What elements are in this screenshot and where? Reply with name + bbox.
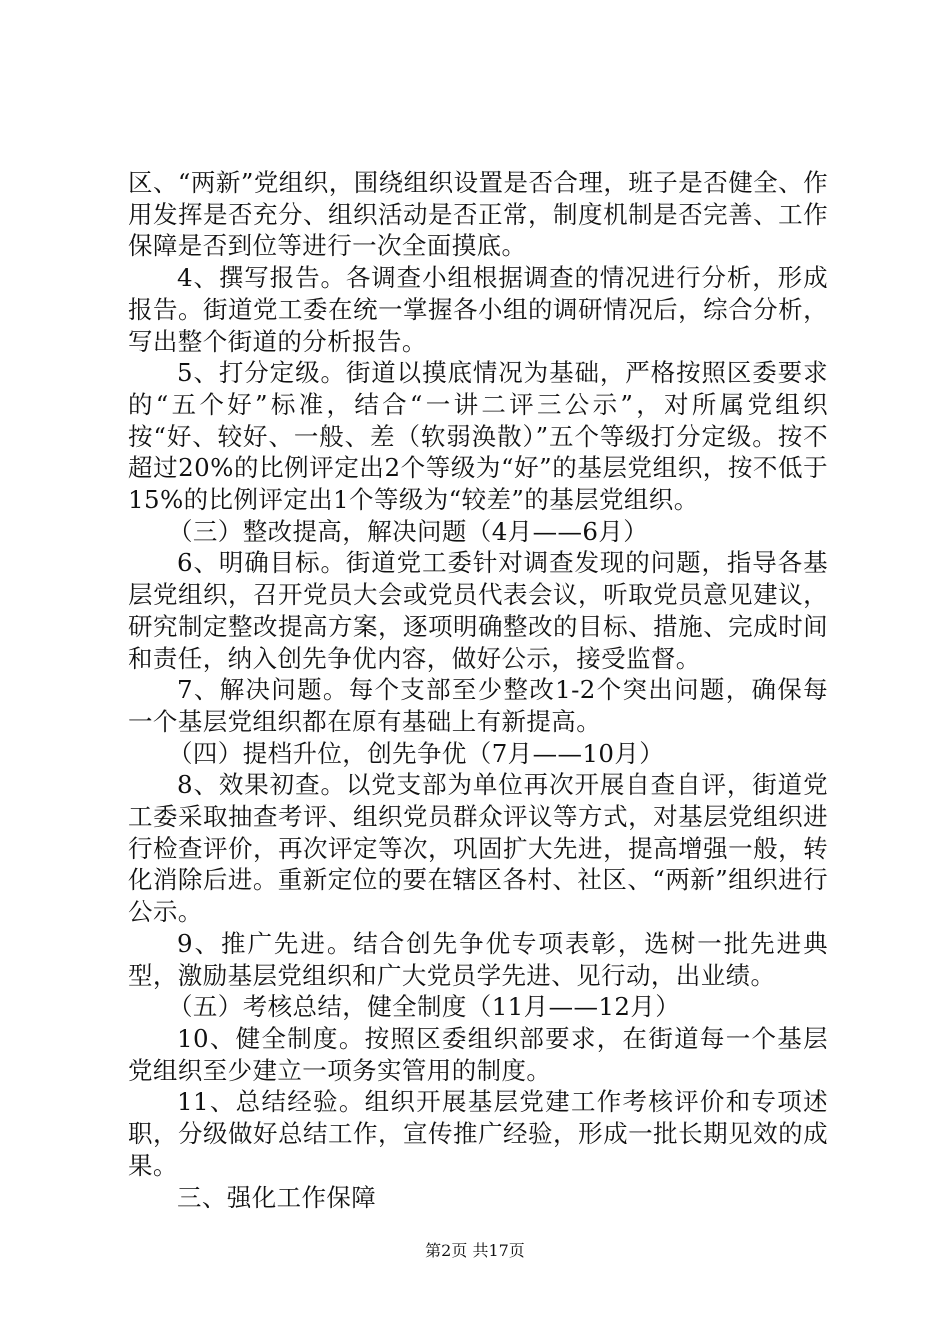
page-number: 第2页 共17页	[425, 1241, 525, 1260]
paragraph-item-4: 4、撰写报告。各调查小组根据调查的情况进行分析，形成报告。街道党工委在统一掌握各小组的调研情况后，综合分析，写出整个街道的分析报告。	[128, 263, 828, 356]
paragraph-item-11: 11、总结经验。组织开展基层党建工作考核评价和专项述职，分级做好总结工作，宣传推广经验，形成一批长期见效的成果。	[128, 1087, 828, 1180]
paragraph-continuation: 区、“两新”党组织，围绕组织设置是否合理，班子是否健全、作用发挥是否充分、组织活动是否正常，制度机制是否完善、工作保障是否到位等进行一次全面摸底。	[128, 168, 828, 261]
paragraph-item-7: 7、解决问题。每个支部至少整改1-2个突出问题，确保每一个基层党组织都在原有基础上有新提高。	[128, 675, 828, 736]
section-heading-5: （五）考核总结，健全制度（11月——12月）	[168, 992, 681, 1022]
paragraph-item-5: 5、打分定级。街道以摸底情况为基础，严格按照区委要求的“五个好”标准，结合“一讲二评三公示”，对所属党组织按“好、较好、一般、差（软弱涣散）”五个等级打分定级。按不超过20%的比例评定出2个等级为“好”的基层党组织，按不低于15%的比例评定出1个等级为“较差”的基层党组织。	[128, 358, 828, 515]
section-heading-3: （三）整改提高，解决问题（4月——6月）	[168, 516, 649, 546]
paragraph-item-9: 9、推广先进。结合创先争优专项表彰，选树一批先进典型，激励基层党组织和广大党员学先进、见行动，出业绩。	[128, 928, 828, 990]
chapter-heading-3: 三、强化工作保障	[177, 1182, 377, 1212]
paragraph-item-10: 10、健全制度。按照区委组织部要求，在街道每一个基层党组织至少建立一项务实管用的制度。	[128, 1023, 828, 1085]
document-body	[128, 167, 828, 1213]
paragraph-item-8: 8、效果初查。以党支部为单位再次开展自查自评，街道党工委采取抽查考评、组织党员群众评议等方式，对基层党组织进行检查评价，再次评定等次，巩固扩大先进，提高增强一般，转化消除后进。重新定位的要在辖区各村、社区、“两新”组织进行公示。	[128, 770, 828, 927]
section-heading-4: （四）提档升位，创先争优（7月——10月）	[168, 738, 665, 768]
paragraph-item-6: 6、明确目标。街道党工委针对调查发现的问题，指导各基层党组织，召开党员大会或党员代表会议，听取党员意见建议，研究制定整改提高方案，逐项明确整改的目标、措施、完成时间和责任，纳入创先争优内容，做好公示，接受监督。	[128, 548, 828, 673]
